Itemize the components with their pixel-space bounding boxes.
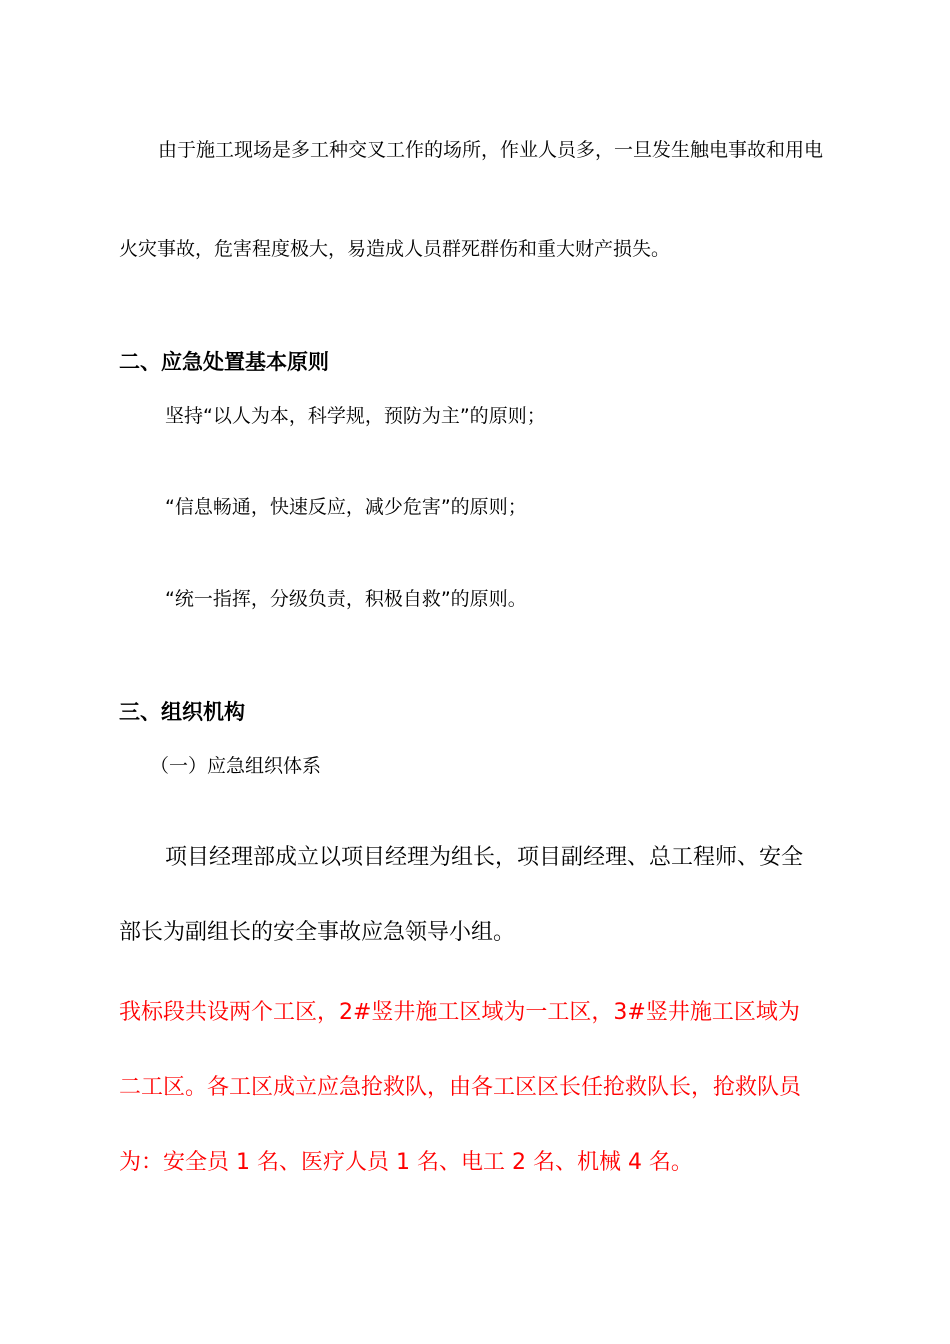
intro-line-2: 火灾事故，危害程度极大，易造成人员群死群伤和重大财产损失。 bbox=[119, 238, 671, 260]
intro-line-1: 由于施工现场是多工种交叉工作的场所，作业人员多，一旦发生触电事故和用电 bbox=[158, 139, 824, 161]
principle-2: “信息畅通，快速反应，减少危害”的原则； bbox=[165, 496, 527, 518]
section-3-subheading: （一）应急组织体系 bbox=[150, 755, 322, 777]
red-paragraph-line-2: 二工区。各工区成立应急抢救队，由各工区区长任抢救队长，抢救队员 bbox=[119, 1075, 802, 1100]
section-3-heading: 三、组织机构 bbox=[119, 700, 245, 724]
org-paragraph-line-1: 项目经理部成立以项目经理为组长，项目副经理、总工程师、安全 bbox=[165, 845, 804, 870]
red-paragraph-line-1: 我标段共设两个工区，2#竖井施工区域为一工区，3#竖井施工区域为 bbox=[119, 1000, 800, 1025]
principle-3: “统一指挥，分级负责，积极自救”的原则。 bbox=[165, 588, 527, 610]
principle-1: 坚持“以人为本，科学规，预防为主”的原则； bbox=[165, 405, 546, 427]
red-paragraph-line-3: 为：安全员 1 名、医疗人员 1 名、电工 2 名、机械 4 名。 bbox=[119, 1150, 693, 1175]
section-2-heading: 二、应急处置基本原则 bbox=[119, 350, 329, 374]
org-paragraph-line-2: 部长为副组长的安全事故应急领导小组。 bbox=[119, 920, 516, 945]
